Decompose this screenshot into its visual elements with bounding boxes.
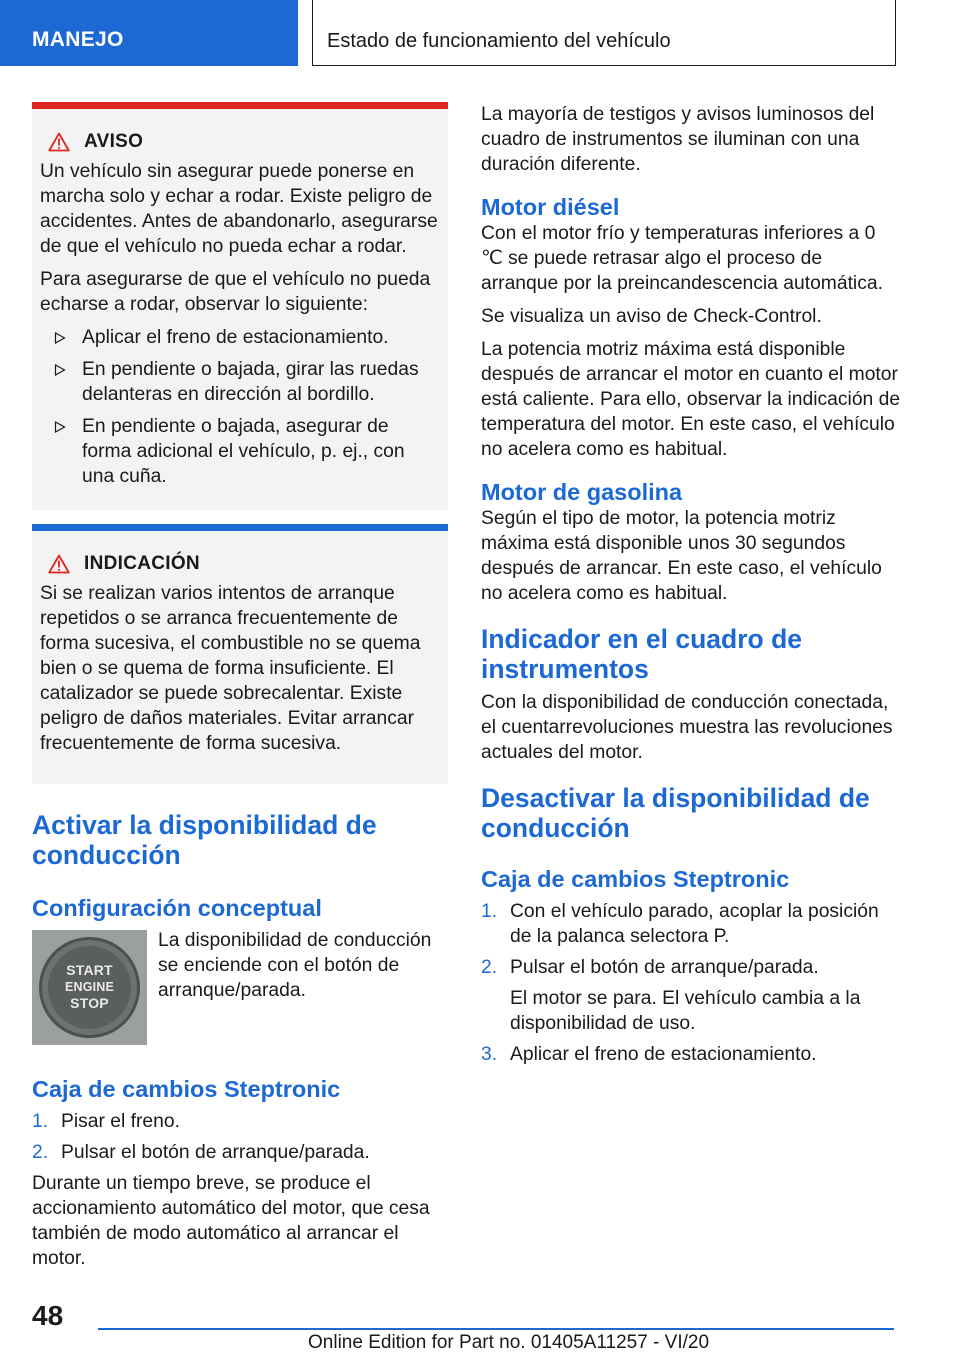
button-label-engine: ENGINE	[64, 980, 115, 994]
diesel-text-3: La potencia motriz máxima está disponible después de arrancar el motor en cuanto el motor está caliente. Para ello, observar la indicación de temperatura del motor. En este caso, el vehículo no acelera como es habitual.	[481, 339, 901, 460]
step-subtext: El motor se para. El vehículo cambia a la disponibilidad de uso.	[510, 988, 861, 1034]
footer-divider	[98, 1328, 894, 1330]
concept-text: La disponibilidad de conducción se enciende con el botón de arranque/parada.	[158, 930, 432, 1001]
list-item	[40, 357, 440, 407]
page-number: 48	[32, 1300, 64, 1331]
triangle-bullet-icon	[54, 421, 66, 433]
section-title: MANEJO	[32, 28, 124, 51]
chapter-title: Estado de funcionamiento del vehículo	[327, 30, 671, 52]
step-number: 1.	[32, 1111, 49, 1132]
step-text: Pulsar el botón de arranque/parada.	[510, 957, 819, 978]
right-column	[481, 102, 901, 1073]
start-steps	[32, 1109, 448, 1165]
note-title: INDICACIÓN	[84, 553, 200, 574]
list-item-text: Aplicar el freno de estacionamiento.	[82, 327, 389, 348]
button-label-stop: STOP	[70, 995, 109, 1011]
warning-list	[40, 325, 440, 489]
warning-text-1: Un vehículo sin asegurar puede ponerse en marcha solo y echar a rodar. Existe peligro de accidentes. Antes de abandonarlo, asegurarse de que el vehículo no pueda echar a rodar.	[40, 161, 438, 257]
list-item	[481, 899, 901, 949]
list-item-text: En pendiente o bajada, girar las ruedas delanteras en dirección al bordillo.	[82, 359, 419, 405]
step-number: 1.	[481, 901, 498, 922]
warning-title-row	[40, 131, 440, 153]
intro-text: La mayoría de testigos y avisos luminosos del cuadro de instrumentos se iluminan con una duración diferente.	[481, 104, 875, 175]
warning-title: AVISO	[84, 131, 144, 152]
warning-triangle-icon	[48, 554, 70, 574]
list-item	[32, 1109, 448, 1134]
step-number: 2.	[481, 957, 498, 978]
list-item-text: En pendiente o bajada, asegurar de forma adicional el vehículo, p. ej., con una cuña.	[82, 416, 405, 487]
step-number: 3.	[481, 1044, 498, 1065]
gasoline-text: Según el tipo de motor, la potencia motriz máxima está disponible unos 30 segundos después de arrancar. En este caso, el vehículo no acelera como es habitual.	[481, 508, 882, 604]
left-column	[32, 102, 448, 1279]
heading-gasoline: Motor de gasolina	[481, 479, 683, 505]
indicator-text: Con la disponibilidad de conducción conectada, el cuentarrevoluciones muestra las revoluciones actuales del motor.	[481, 692, 893, 763]
heading-steptronic: Caja de cambios Steptronic	[32, 1076, 341, 1102]
list-item	[32, 1140, 448, 1165]
step-text: Pisar el freno.	[61, 1111, 180, 1132]
heading-steptronic-stop: Caja de cambios Steptronic	[481, 866, 790, 892]
list-item	[481, 1042, 901, 1067]
list-item	[40, 325, 440, 350]
warning-triangle-icon	[48, 132, 70, 152]
start-stop-button-image	[32, 930, 147, 1045]
triangle-bullet-icon	[54, 364, 66, 376]
note-box	[32, 524, 448, 784]
step-text: Pulsar el botón de arranque/parada.	[61, 1142, 370, 1163]
triangle-bullet-icon	[54, 332, 66, 344]
diesel-text-2: Se visualiza un aviso de Check-Control.	[481, 306, 822, 327]
heading-concept: Configuración conceptual	[32, 895, 322, 921]
warning-box	[32, 102, 448, 510]
warning-text-2: Para asegurarse de que el vehículo no pueda echarse a rodar, observar lo siguiente:	[40, 269, 431, 315]
list-item	[40, 414, 440, 489]
chapter-box	[312, 0, 896, 66]
section-tab	[0, 0, 298, 66]
heading-diesel: Motor diésel	[481, 194, 620, 220]
edition-info: Online Edition for Part no. 01405A11257 - VI/20	[308, 1332, 710, 1353]
button-label-start: START	[66, 962, 113, 978]
note-text: Si se realizan varios intentos de arranque repetidos o se arranca frecuentemente de forma sucesiva, el combustible no se quema bien o se quema de forma insuficiente. El catalizador se puede sobrecalentar. Existe peligro de daños materiales. Evitar arrancar frecuentemente de forma sucesiva.	[40, 583, 421, 754]
start-after-text: Durante un tiempo breve, se produce el accionamiento automático del motor, que cesa también de modo automático al arrancar el motor.	[32, 1173, 430, 1269]
heading-deactivate: Desactivar la disponibilidad de conducción	[481, 783, 870, 843]
stop-steps	[481, 899, 901, 1067]
heading-activate: Activar la disponibilidad de conducción	[32, 810, 377, 870]
step-number: 2.	[32, 1142, 49, 1163]
note-title-row	[40, 553, 440, 575]
heading-indicator: Indicador en el cuadro de instrumentos	[481, 624, 803, 684]
step-text: Con el vehículo parado, acoplar la posición de la palanca selectora P.	[510, 901, 879, 947]
list-item	[481, 955, 901, 1036]
step-text: Aplicar el freno de estacionamiento.	[510, 1044, 817, 1065]
diesel-text-1: Con el motor frío y temperaturas inferiores a 0 ℃ se puede retrasar algo el proceso de arranque por la preincandescencia automática.	[481, 223, 883, 294]
concept-row	[32, 930, 448, 1045]
